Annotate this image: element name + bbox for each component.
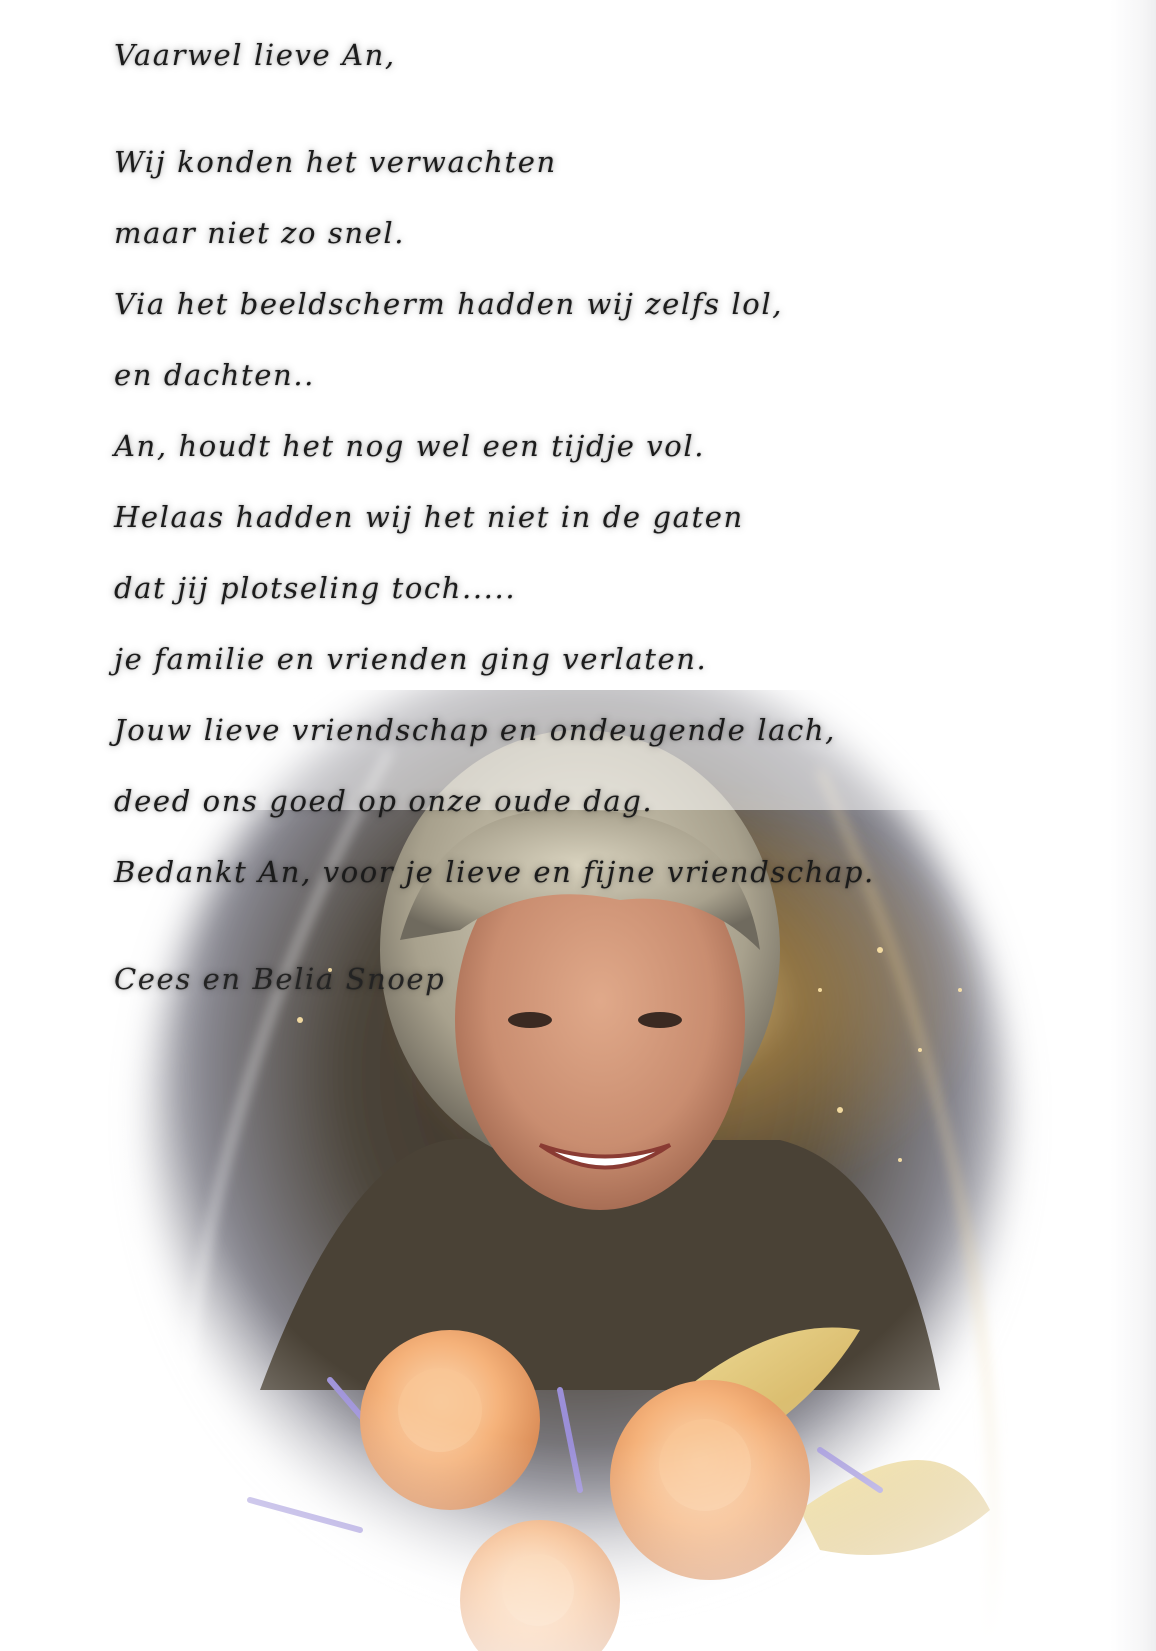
memorial-portrait-image — [60, 690, 1120, 1651]
poem-line: dat jij plotseling toch..... — [114, 571, 517, 605]
poem-line: Wij konden het verwachten — [114, 145, 557, 179]
poem-line: Bedankt An, voor je lieve en fijne vriendschap. — [114, 855, 875, 889]
poem-signature: Cees en Belia Snoep — [114, 962, 446, 996]
poem-line: Via het beeldscherm hadden wij zelfs lol, — [114, 287, 784, 321]
poem-greeting: Vaarwel lieve An, — [114, 38, 396, 72]
poem-line: deed ons goed op onze oude dag. — [114, 784, 654, 818]
poem-line: An, houdt het nog wel een tijdje vol. — [114, 429, 706, 463]
poem-line: Jouw lieve vriendschap en ondeugende lach, — [114, 713, 836, 747]
poem-line: maar niet zo snel. — [114, 216, 406, 250]
page-edge-shade — [1110, 0, 1156, 1651]
poem-line: en dachten.. — [114, 358, 315, 392]
poem-line: je familie en vrienden ging verlaten. — [114, 642, 708, 676]
poem-line: Helaas hadden wij het niet in de gaten — [114, 500, 744, 534]
